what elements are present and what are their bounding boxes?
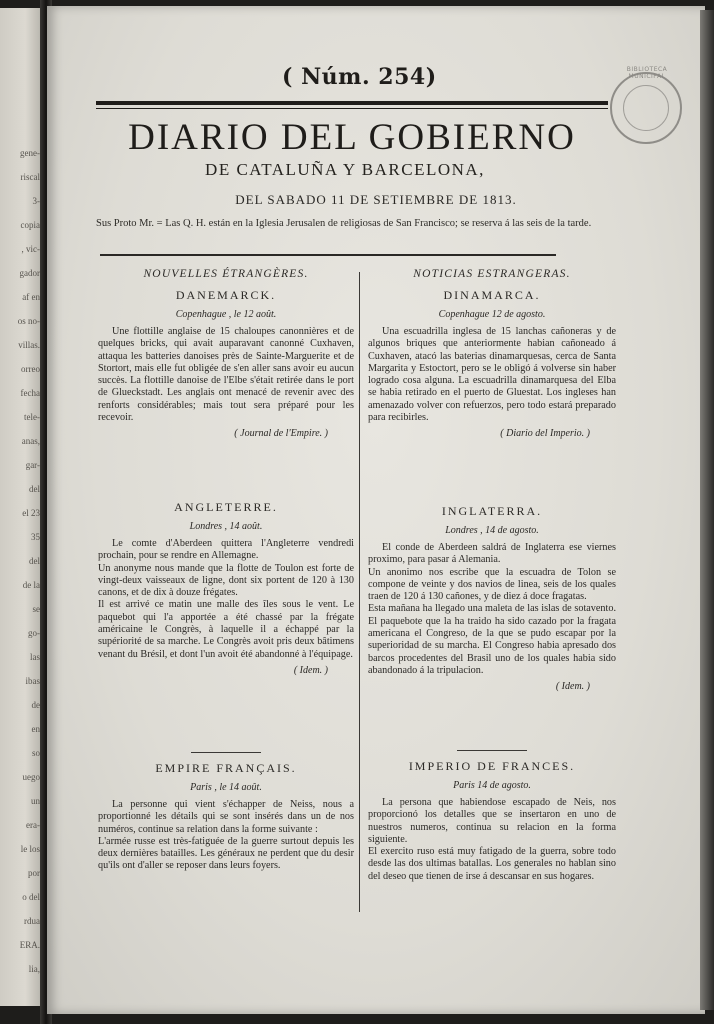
- facing-page-fragment: 35: [31, 532, 40, 542]
- french-column: [98, 268, 354, 872]
- section-rule: [100, 254, 556, 256]
- facing-page-fragment: af en: [22, 292, 40, 302]
- article-imperio-frances: [368, 736, 616, 883]
- article-inglaterra: [368, 500, 616, 692]
- stamp-inner-ring: [623, 85, 669, 131]
- spanish-column: [368, 268, 616, 882]
- facing-page-fragment: lia,: [28, 964, 40, 974]
- facing-page-fragment: del: [29, 556, 40, 566]
- article-body: El conde de Aberdeen saldrá de Inglaterra ese viernes proximo, para pasar á Alemania. Un anonimo nos escribe que la escuadra de Tolon se compone de veinte y dos navios de linea, seis de los quales traen de 120 á 130 cañones, y de diez á doce fragatas. Esta mañana ha llegado una maleta de las islas de sotavento. El paquebote que la ha traido ha sido cazado por la fragata americana el Congreso, de la que se pudo escapar por la superioridad de su marcha. El Congreso habia apresado dos barcos procedentes del Brasil uno de los quales habia sido abandonado á la tripulacion.: [368, 542, 616, 676]
- article-country: ANGLETERRE.: [174, 500, 278, 514]
- masthead-title: DIARIO DEL GOBIERNO: [128, 117, 576, 158]
- article-dateline: Londres , 14 de agosto.: [445, 525, 539, 536]
- article-danemarck: [98, 284, 354, 439]
- facing-page-fragment: anas,: [21, 436, 40, 446]
- facing-page-fragment: en: [31, 724, 40, 734]
- facing-page-fragment: de: [31, 700, 40, 710]
- facing-page-fragment: se: [32, 604, 40, 614]
- facing-page-fragment: so: [31, 748, 40, 758]
- facing-page-fragment: ERA.: [19, 940, 40, 950]
- facing-page-fragment: o del: [22, 892, 40, 902]
- section-heading: NOTICIAS ESTRANGERAS.: [413, 268, 571, 280]
- facing-page-fragment: orreo: [21, 364, 40, 374]
- article-source: ( Diario del Imperio. ): [500, 428, 590, 440]
- stamp-text: BIBLIOTECA MUNICIPAL: [626, 66, 668, 80]
- article-separator: [191, 752, 261, 753]
- facing-page-fragment: tele-: [24, 412, 40, 422]
- facing-page-fragment: le los: [20, 844, 40, 854]
- facing-page-fragment: de la: [22, 580, 40, 590]
- facing-page-fragment: gador: [19, 268, 40, 278]
- facing-page-fragment: gar-: [25, 460, 40, 470]
- article-source: ( Idem. ): [293, 664, 328, 676]
- article-source: ( Idem. ): [555, 681, 590, 693]
- article-dateline: Paris 14 de agosto.: [453, 780, 531, 791]
- masthead-subtitle: DE CATALUÑA Y BARCELONA,: [205, 160, 485, 179]
- article-separator: [457, 750, 527, 751]
- facing-page-fragment: las: [30, 652, 40, 662]
- article-country: INGLATERRA.: [441, 504, 543, 518]
- facing-page-fragment: rdua: [24, 916, 40, 926]
- article-dateline: Paris , le 14 août.: [190, 782, 262, 793]
- article-body: La persona que habiendose escapado de Neis, nos proporcionó los detalles que se insertaron en uno de nuestros numeros, continua su relacion en la forma siguiente. El exercito ruso está muy fatigado de la guerra, sobre todo desde las dos ultimas batallas. Los generales no hablan sino del deseo que tienen de irse á descansar en sus hogares.: [368, 797, 616, 882]
- article-dateline: Copenhague 12 de agosto.: [438, 309, 546, 320]
- article-dinamarca: [368, 284, 616, 439]
- column-divider: [359, 272, 360, 912]
- article-angleterre: [98, 496, 354, 676]
- page-edge: [700, 10, 714, 1010]
- facing-page-fragment: por: [28, 868, 40, 878]
- article-body: Le comte d'Aberdeen quittera l'Angleterre vendredi prochain, pour se rendre en Allemagne. Un anonyme nous mande que la flotte de Toulon est forte de vingt-deux vaisseaux de ligne, dont six portent de 120 à 130 canons, et de dix à douze frégates. Il est arrivé ce matin une malle des îles sous le vent. Le paquebot qui l'a apportée a été chassé par la frégate américaine le Congrès, à laquelle il a échappé par la supériorité de sa marche. Le Congrès avoit pris deux bâtimens venant du Brésil, et dont l'un avoit été abandonné à l'équipage.: [98, 538, 354, 660]
- article-body: Une flottille anglaise de 15 chaloupes canonnières et de quelques bricks, qui avait auparavant canonné Cuxhaven, attaqua les batteries danoises près de Sainte-Marguerite et de Stortort, mais elle fut obligée de s'en aller sans avoir eu aucun succès. La flottille danoise de l'Elbe s'était retirée dans le port de Glueckstadt. Les anglais ont menacé de revenir avec des renforts considérables; mais tout sera préparé pour les recevoir.: [98, 326, 354, 424]
- article-body: Una escuadrilla inglesa de 15 lanchas cañoneras y de algunos briques que anteriormente habian cañoneado á Cuxhaven, atacó las baterias dinamarquesas, cerca de Santa Margarita y Estoctort, pero se le obligó á volverse sin haber logrado cosa alguna. La escuadrilla dinamarquesa del Elba se habia retirado en el puerto de Gluestat. Los ingleses han amenazado volver con refuerzos, pero todo estará preparado para recibirles.: [368, 326, 616, 424]
- facing-page-fragment: ibas: [25, 676, 40, 686]
- facing-page-fragment: era-: [26, 820, 40, 830]
- section-heading: NOUVELLES ÉTRANGÈRES.: [143, 268, 309, 280]
- article-empire-francais: [98, 738, 354, 873]
- facing-page-fragment: os no-: [17, 316, 40, 326]
- article-source: ( Journal de l'Empire. ): [234, 428, 328, 440]
- facing-page-fragment: riscal: [20, 172, 40, 182]
- facing-page-fragment: un: [31, 796, 40, 806]
- article-body: La personne qui vient s'échapper de Neiss, nous a proportionné les détails qui se sont insérés dans un de nos numéros, continue sa relation dans la forme suivante : L'armée russe est très-fatiguée de la guerre surtout depuis les deux dernières batailles. Les généraux ne perdent que du desir qu'ils ont d'aller se reposer dans leurs foyers.: [98, 799, 354, 872]
- article-country: EMPIRE FRANÇAIS.: [155, 761, 297, 775]
- issue-date: DEL SABADO 11 DE SETIEMBRE DE 1813.: [235, 192, 517, 207]
- facing-page-fragment: copia: [20, 220, 40, 230]
- facing-page-fragment: 3-: [32, 196, 40, 206]
- facing-page-fragment: el 23: [22, 508, 40, 518]
- issue-number: ( Núm. 254): [282, 64, 437, 90]
- religious-notice: Sus Proto Mr. = Las Q. H. están en la Iglesia Jerusalen de religiosas de San Francisco; se reserva á las seis de la tarde.: [96, 218, 592, 229]
- facing-page-fragment: gene-: [20, 148, 40, 158]
- facing-page-fragment: del: [29, 484, 40, 494]
- library-stamp-icon: [610, 72, 682, 144]
- facing-page-fragment: villas.: [18, 340, 40, 350]
- facing-page-fragment: go-: [28, 628, 40, 638]
- facing-page-fragment: uego: [22, 772, 40, 782]
- masthead-rule: [96, 101, 608, 105]
- facing-page-fragment: fecha: [20, 388, 40, 398]
- article-dateline: Copenhague , le 12 août.: [175, 309, 277, 320]
- article-country: DINAMARCA.: [443, 288, 541, 302]
- facing-page-fragment: , vic-: [21, 244, 40, 254]
- article-country: IMPERIO DE FRANCES.: [408, 759, 576, 773]
- article-country: DANEMARCK.: [175, 288, 277, 302]
- article-dateline: Londres , 14 août.: [189, 521, 263, 532]
- masthead-rule-thin: [96, 108, 608, 109]
